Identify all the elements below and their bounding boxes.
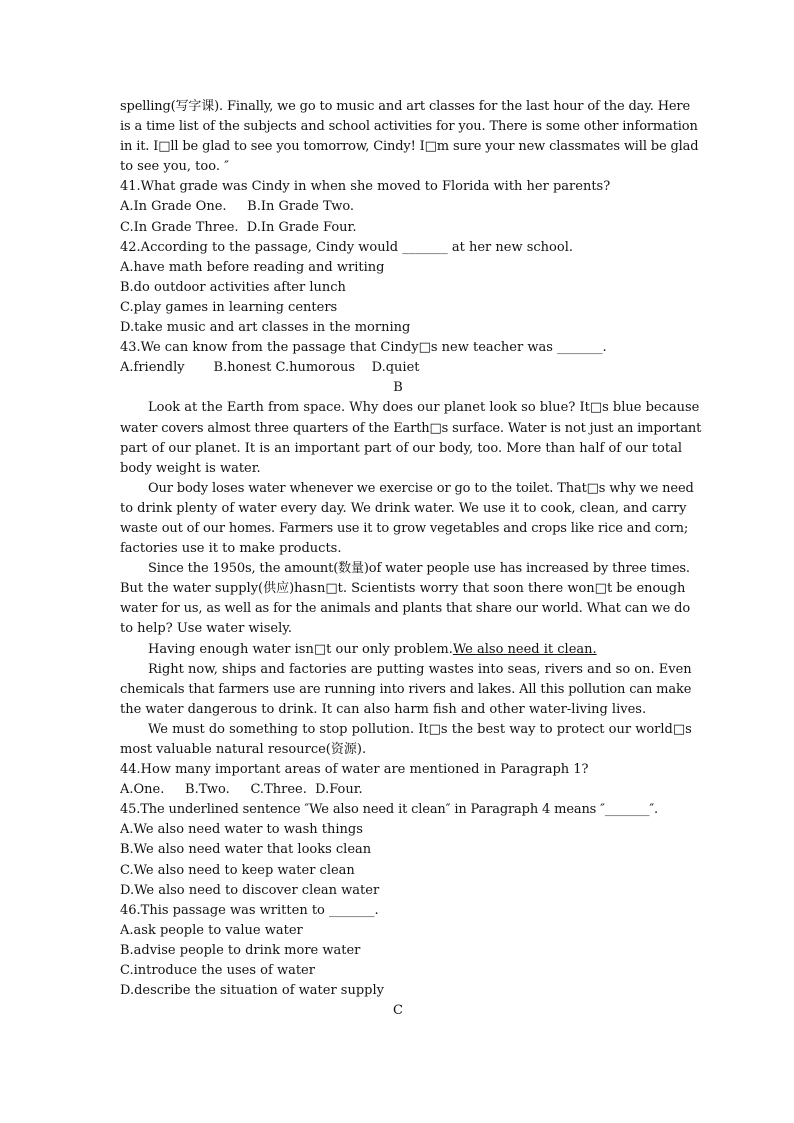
text-line: We must do something to stop pollution. It□s the best way to protect our world□s (148, 721, 692, 737)
question-option: C.play games in learning centers (120, 299, 338, 315)
question-stem: 42.According to the passage, Cindy would _______ at her new school. (120, 239, 573, 255)
text-line: to drink plenty of water every day. We drink water. We use it to cook, clean, and carry (120, 500, 687, 516)
document-page (120, 97, 702, 1021)
question-44 (120, 760, 676, 800)
text-line: Our body loses water whenever we exercise or go to the toilet. That□s why we need (148, 480, 694, 496)
intro-paragraph (120, 97, 699, 177)
text-line: water covers almost three quarters of the Earth□s surface. Water is not just an important (120, 420, 702, 436)
question-stem: 46.This passage was written to _______. (120, 902, 379, 918)
text-line: Since the 1950s, the amount(数量)of water people use has increased by three times. (148, 561, 690, 577)
question-stem: 41.What grade was Cindy in when she moved to Florida with her parents? (120, 179, 611, 195)
text-line: in it. I□ll be glad to see you tomorrow, Cindy! I□m sure your new classmates will be glad (120, 139, 699, 155)
text-line: spelling(写字课). Finally, we go to music and art classes for the last hour of the day. Here (120, 99, 691, 114)
question-option: A.friendly B.honest C.humorous D.quiet (120, 360, 420, 376)
section-b-title: B (393, 380, 403, 396)
text-line: water for us, as well as for the animals and plants that share our world. What can we do (120, 601, 691, 617)
question-option: C.We also need to keep water clean (120, 862, 355, 878)
question-option: A.have math before reading and writing (120, 259, 385, 275)
question-option: D.describe the situation of water supply (120, 983, 384, 999)
question-43 (120, 338, 676, 378)
text-line: the water dangerous to drink. It can also harm fish and other water-living lives. (120, 701, 647, 717)
question-option: D.We also need to discover clean water (120, 882, 380, 898)
passage-b-paragraph-6 (120, 720, 692, 760)
section-c-title: C (393, 1003, 403, 1019)
passage-b-paragraph-4 (120, 640, 676, 660)
question-option: A.In Grade One. B.In Grade Two. (120, 199, 355, 215)
underlined-sentence: We also need it clean. (452, 641, 597, 657)
passage-b-paragraph-3 (120, 559, 691, 639)
question-option: A.ask people to value water (120, 922, 303, 938)
question-option: A.One. B.Two. C.Three. D.Four. (120, 782, 363, 798)
text-line: factories use it to make products. (120, 541, 342, 557)
question-option: B.do outdoor activities after lunch (120, 279, 346, 295)
question-42 (120, 238, 676, 338)
question-stem: 45.The underlined sentence ″We also need it clean″ in Paragraph 4 means ″_______″. (120, 802, 659, 818)
text-line: Right now, ships and factories are putting wastes into seas, rivers and so on. Even (148, 661, 692, 677)
question-option: D.take music and art classes in the morning (120, 320, 411, 336)
text-line: waste out of our homes. Farmers use it to grow vegetables and crops like rice and corn; (120, 520, 689, 536)
question-46 (120, 901, 676, 1001)
question-option: C.In Grade Three. D.In Grade Four. (120, 219, 357, 235)
passage-b-paragraph-1 (120, 398, 702, 478)
question-option: A.We also need water to wash things (120, 822, 363, 838)
text-line: to help? Use water wisely. (120, 621, 292, 637)
question-41 (120, 177, 676, 237)
text-line: Look at the Earth from space. Why does our planet look so blue? It□s blue because (148, 400, 700, 416)
passage-b-paragraph-5 (120, 660, 692, 720)
question-stem: 44.How many important areas of water are mentioned in Paragraph 1? (120, 762, 589, 778)
text-line: But the water supply(供应)hasn□t. Scientists worry that soon there won□t be enough (120, 581, 686, 597)
question-stem: 43.We can know from the passage that Cindy□s new teacher was _______. (120, 340, 607, 356)
text-line: part of our planet. It is an important part of our body, too. More than half of our total (120, 440, 682, 456)
text-line: body weight is water. (120, 460, 261, 476)
text-line: is a time list of the subjects and school activities for you. There is some other information (120, 119, 698, 135)
text-line: chemicals that farmers use are running into rivers and lakes. All this pollution can make (120, 681, 692, 697)
question-option: B.advise people to drink more water (120, 942, 361, 958)
text-line: most valuable natural resource(资源). (120, 742, 367, 757)
question-option: B.We also need water that looks clean (120, 842, 372, 858)
passage-b-paragraph-2 (120, 479, 694, 559)
question-option: C.introduce the uses of water (120, 963, 315, 979)
question-45 (120, 800, 676, 900)
paragraph-text: Having enough water isn□t our only problem. (148, 641, 453, 657)
text-line: to see you, too. ″ (120, 159, 229, 175)
